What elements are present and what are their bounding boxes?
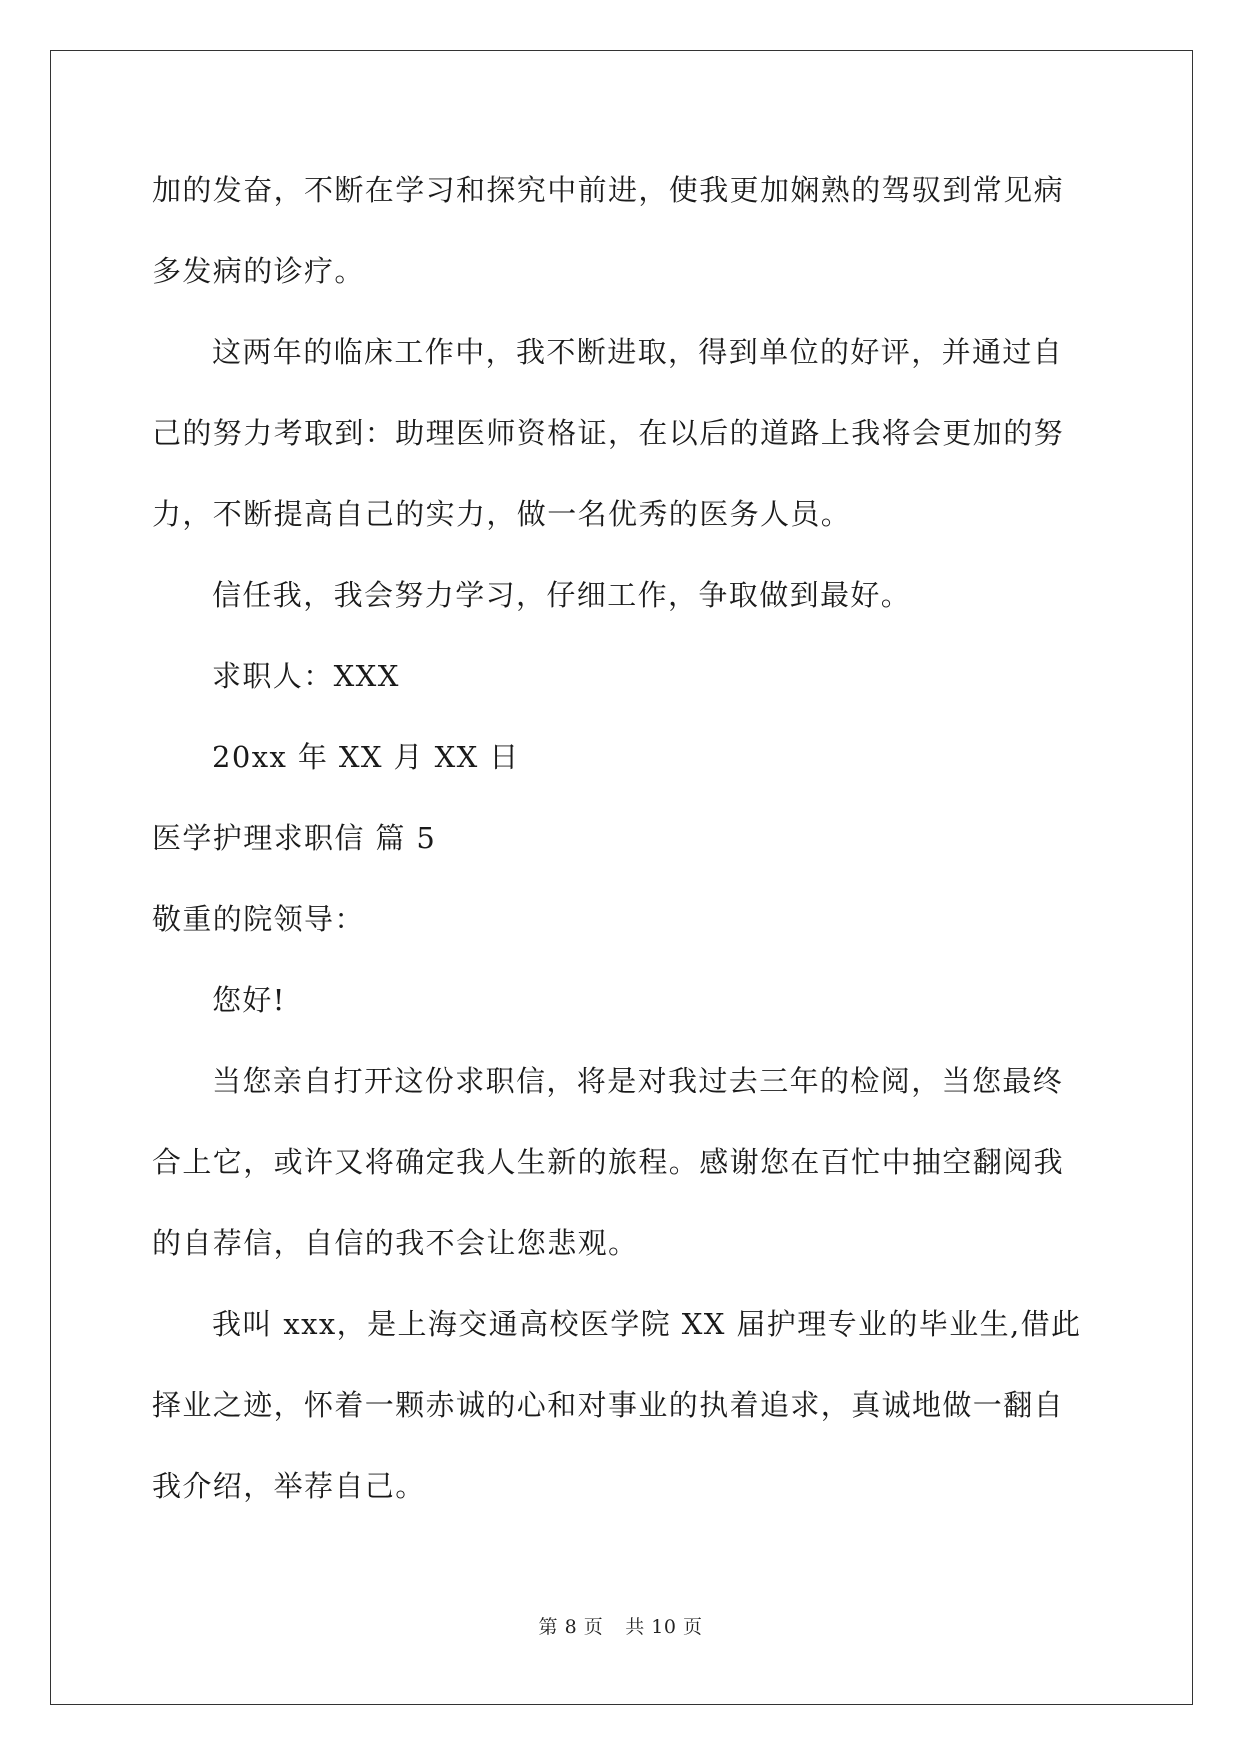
- paragraph-start: 我叫 xxx，是上海交通高校医学院 XX 届护理专业的毕业生,借此: [212, 1307, 1082, 1341]
- page-total: 共 10 页: [625, 1616, 703, 1638]
- letter-date: 20xx 年 XX 月 XX 日: [212, 740, 520, 774]
- text-line: 的自荐信，自信的我不会让您悲观。: [152, 1226, 639, 1260]
- paragraph-start: 当您亲自打开这份求职信，将是对我过去三年的检阅，当您最终: [212, 1064, 1064, 1098]
- paragraph-start: 这两年的临床工作中，我不断进取，得到单位的好评，并通过自: [212, 335, 1064, 369]
- text-line: 加的发奋，不断在学习和探究中前进，使我更加娴熟的驾驭到常见病: [152, 173, 1065, 207]
- paragraph-start: 信任我，我会努力学习，仔细工作，争取做到最好。: [212, 578, 912, 612]
- salutation: 敬重的院领导：: [152, 902, 365, 936]
- section-heading: 医学护理求职信 篇 5: [152, 821, 437, 855]
- page-footer: [0, 1612, 1241, 1639]
- text-line: 合上它，或许又将确定我人生新的旅程。感谢您在百忙中抽空翻阅我: [152, 1145, 1065, 1179]
- text-line: 多发病的诊疗。: [152, 254, 365, 288]
- applicant-signature: 求职人：XXX: [212, 659, 400, 693]
- text-line: 择业之迹，怀着一颗赤诚的心和对事业的执着追求，真诚地做一翻自: [152, 1388, 1065, 1422]
- text-line: 己的努力考取到：助理医师资格证，在以后的道路上我将会更加的努: [152, 416, 1065, 450]
- page-number: 第 8 页: [538, 1616, 604, 1638]
- document-body: [152, 165, 1092, 1542]
- greeting: 您好!: [212, 983, 286, 1017]
- text-line: 力，不断提高自己的实力，做一名优秀的医务人员。: [152, 497, 852, 531]
- text-line: 我介绍，举荐自己。: [152, 1469, 426, 1503]
